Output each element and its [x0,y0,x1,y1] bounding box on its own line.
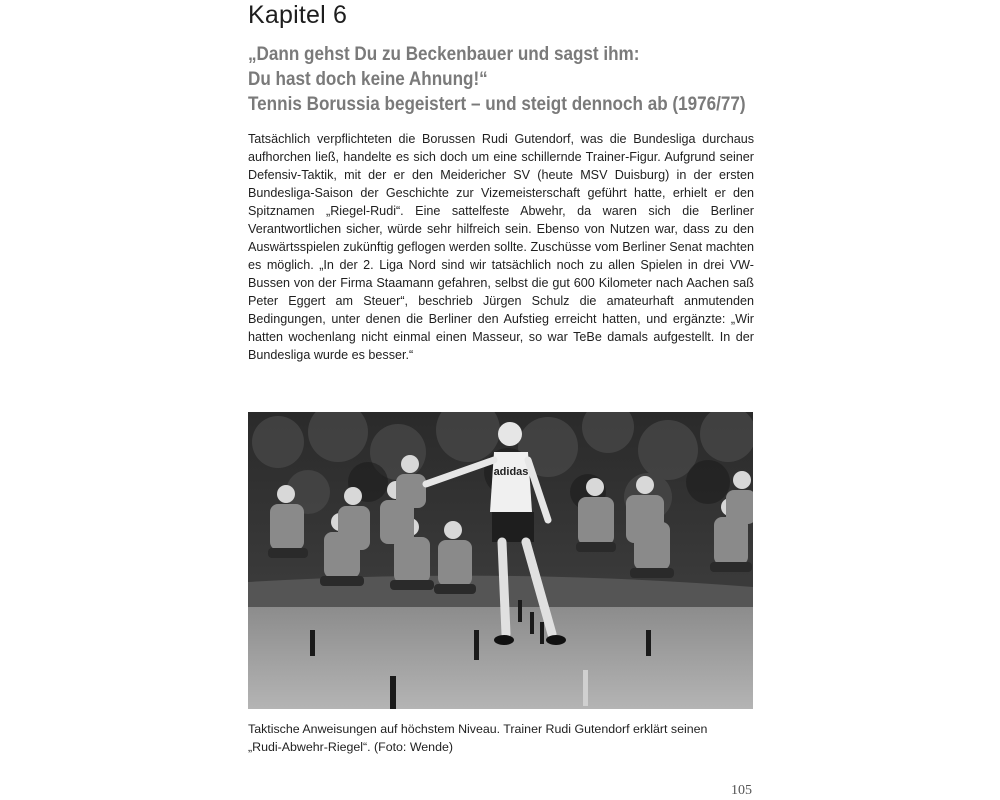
photo-caption [248,720,768,756]
photo-illustration [248,412,753,709]
page-number: 105 [731,783,752,798]
headline-line-3: Tennis Borussia begeistert – und steigt dennoch ab (1976/77) [248,94,746,115]
team-training-photo [248,412,753,709]
body-paragraph: Tatsächlich verpflichteten die Borussen Rudi Gutendorf, was die Bundesliga durchaus aufhorchen ließ, handelte es sich doch um eine schillernde Trainer-Figur. Aufgrund seiner Defensiv-Taktik, mit der er den Meidericher SV (heute MSV Duisburg) in der ersten Bundesliga-Saison der Geschichte zur Vizemeisterschaft geführt hatte, erhielt er den Spitznamen „Riegel-Rudi“. Eine sattelfeste Abwehr, da waren sich die Berliner Verantwortlichen sicher, würde sehr hilfreich sein. Ebenso von Nutzen war, dass zu den Auswärtsspielen zukünftig geflogen werden sollte. Zuschüsse vom Berliner Senat machten es möglich. „In der 2. Liga Nord sind wir tatsächlich noch zu allen Spielen in drei VW-Bussen von der Firma Staamann gefahren, selbst die gut 600 Kilometer nach Aachen saß Peter Eggert am Steuer“, beschrieb Jürgen Schulz die amateurhaft anmutenden Bedingungen, unter denen die Berliner den Aufstieg erreicht hatten, und ergänzte: „Wir hatten wochenlang nicht einmal einen Masseur, so war TeBe damals aufgestellt. In der Bundesliga wurde es besser.“ [248,132,754,362]
caption-line-1: Taktische Anweisungen auf höchstem Niveau. Trainer Rudi Gutendorf erklärt seinen [248,722,708,736]
article-headline [248,42,746,117]
chapter-heading: Kapitel 6 [248,1,348,29]
shirt-logo: adidas [493,466,529,478]
headline-line-2: Du hast doch keine Ahnung!“ [248,69,488,90]
caption-line-2: „Rudi-Abwehr-Riegel“. (Foto: Wende) [248,740,453,754]
headline-line-1: „Dann gehst Du zu Beckenbauer und sagst ihm: [248,44,640,65]
